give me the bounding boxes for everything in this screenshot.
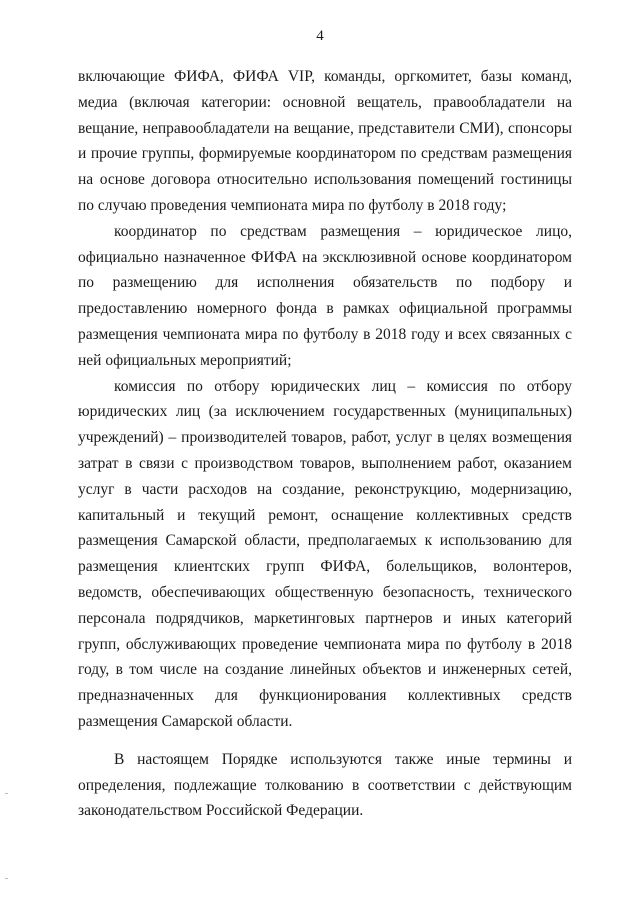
- paragraph-definition-client-groups-continued: включающие ФИФА, ФИФА VIP, команды, оргкомитет, базы команд, медиа (включая категории: основной вещатель, правообладатели на вещание, неправообладатели на вещание, представители СМИ), спонсоры и прочие группы, формируемые координатором по средствам размещения на основе договора относительно использования помещений гостиницы по случаю проведения чемпионата мира по футболу в 2018 году;: [78, 68, 572, 214]
- scan-artifact: [5, 793, 8, 794]
- document-body: [78, 64, 572, 824]
- page-number: 4: [316, 28, 324, 44]
- paragraph-definition-selection-commission: комиссия по отбору юридических лиц – комиссия по отбору юридических лиц (за исключением государственных (муниципальных) учреждений) – производителей товаров, работ, услуг в целях возмещения затрат в связи с производством товаров, выполнением работ, оказанием услуг в части расходов на создание, реконструкцию, модернизацию, капитальный и текущий ремонт, оснащение коллективных средств размещения Самарской области, предполагаемых к использованию для размещения клиентских групп ФИФА, болельщиков, волонтеров, ведомств, обеспечивающих общественную безопасность, технического персонала подрядчиков, маркетинговых партнеров и иных категорий групп, обслуживающих проведение чемпионата мира по футболу в 2018 году, в том числе на создание линейных объектов и инженерных сетей, предназначенных для функционирования коллективных средств размещения Самарской области.: [78, 377, 572, 730]
- paragraph-definition-accommodation-coordinator: координатор по средствам размещения – юридическое лицо, официально назначенное ФИФА на эксклюзивной основе координатором по размещению для исполнения обязательств по подбору и предоставлению номерного фонда в рамках официальной программы размещения чемпионата мира по футболу в 2018 году и всех связанных с ней официальных мероприятий;: [78, 222, 572, 369]
- scan-artifact: [5, 878, 8, 879]
- paragraph-other-terms: В настоящем Порядке используются также иные термины и определения, подлежащие толкованию в соответствии с действующим законодательством Российской Федерации.: [78, 750, 572, 820]
